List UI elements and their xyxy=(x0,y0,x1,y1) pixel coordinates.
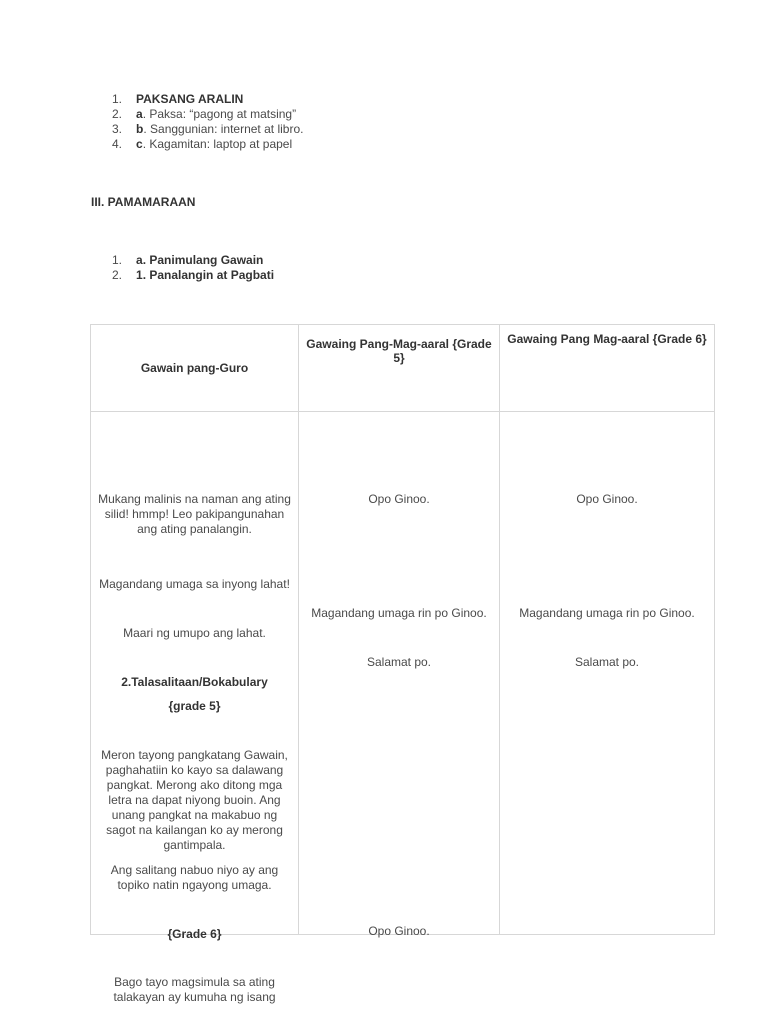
list-number: 2. xyxy=(112,107,123,121)
table-row xyxy=(91,412,715,935)
list-item-prefix: b xyxy=(136,122,144,136)
list-item-prefix: c xyxy=(136,137,143,151)
grade6-response: Magandang umaga rin po Ginoo. xyxy=(519,606,695,620)
grade5-response: Salamat po. xyxy=(366,655,432,669)
list-item xyxy=(112,268,274,283)
list-item-text: . Kagamitan: laptop at papel xyxy=(142,137,293,151)
list-number: 2. xyxy=(112,268,123,282)
table-header-row xyxy=(91,325,715,412)
list-item-prefix: a xyxy=(136,253,143,267)
guro-subheading: {grade 5} xyxy=(168,699,221,713)
list-number: 1. xyxy=(112,253,123,267)
list-item-title: PAKSANG ARALIN xyxy=(136,92,244,106)
section-heading: III. PAMAMARAAN xyxy=(91,195,196,209)
guro-text: Mukang malinis na naman ang ating silid! hmmp! Leo pakipangunahan ang ating panalangin. xyxy=(98,492,291,536)
list-item-text: . Panalangin at Pagbati xyxy=(142,268,275,282)
guro-text: Ang salitang nabuo niyo ay ang topiko natin ngayong umaga. xyxy=(110,863,279,892)
list-number: 4. xyxy=(112,137,123,151)
list-item-text: . Paksa: “pagong at matsing” xyxy=(142,107,297,121)
list-item-text: . Sanggunian: internet at libro. xyxy=(143,122,304,136)
list-item-prefix: a xyxy=(136,107,143,121)
lesson-topic-list xyxy=(112,92,303,152)
header-grade5: Gawaing Pang-Mag-aaral {Grade 5} xyxy=(299,325,500,412)
guro-text: Meron tayong pangkatang Gawain, paghahatiin ko kayo sa dalawang pangkat. Merong ako ditong mga letra na dapat niyong buoin. Ang unang pangkat na makabuo ng sagot na kailangan ko ay merong gantimpala. xyxy=(101,748,288,852)
guro-subheading: {Grade 6} xyxy=(167,927,222,941)
grade5-cell xyxy=(299,412,500,938)
grade5-response: Opo Ginoo. xyxy=(368,492,430,506)
list-item xyxy=(112,122,303,137)
list-item-text: . Panimulang Gawain xyxy=(142,253,264,267)
grade6-response: Opo Ginoo. xyxy=(576,492,638,506)
grade5-response: Magandang umaga rin po Ginoo. xyxy=(311,606,487,620)
list-number: 3. xyxy=(112,122,123,136)
guro-cell xyxy=(91,412,299,1004)
lesson-plan-table xyxy=(90,324,715,1004)
guro-text: Maari ng umupo ang lahat. xyxy=(123,626,266,640)
list-item xyxy=(112,107,303,122)
list-item-prefix: 1 xyxy=(136,268,143,282)
guro-text: Bago tayo magsimula sa ating talakayan ay kumuha ng isang xyxy=(113,975,276,1004)
list-number: 1. xyxy=(112,92,123,106)
guro-text: Magandang umaga sa inyong lahat! xyxy=(99,577,290,591)
list-item xyxy=(112,253,274,268)
grade5-response: Opo Ginoo. xyxy=(368,924,430,938)
grade6-cell xyxy=(500,412,715,935)
list-item xyxy=(112,137,303,152)
grade6-response: Salamat po. xyxy=(574,655,640,669)
header-grade6: Gawaing Pang Mag-aaral {Grade 6} xyxy=(500,325,715,412)
header-gawain-guro: Gawain pang-Guro xyxy=(91,325,299,412)
guro-subheading: 2.Talasalitaan/Bokabulary xyxy=(121,675,268,689)
list-item xyxy=(112,92,303,107)
procedure-list xyxy=(112,253,274,283)
